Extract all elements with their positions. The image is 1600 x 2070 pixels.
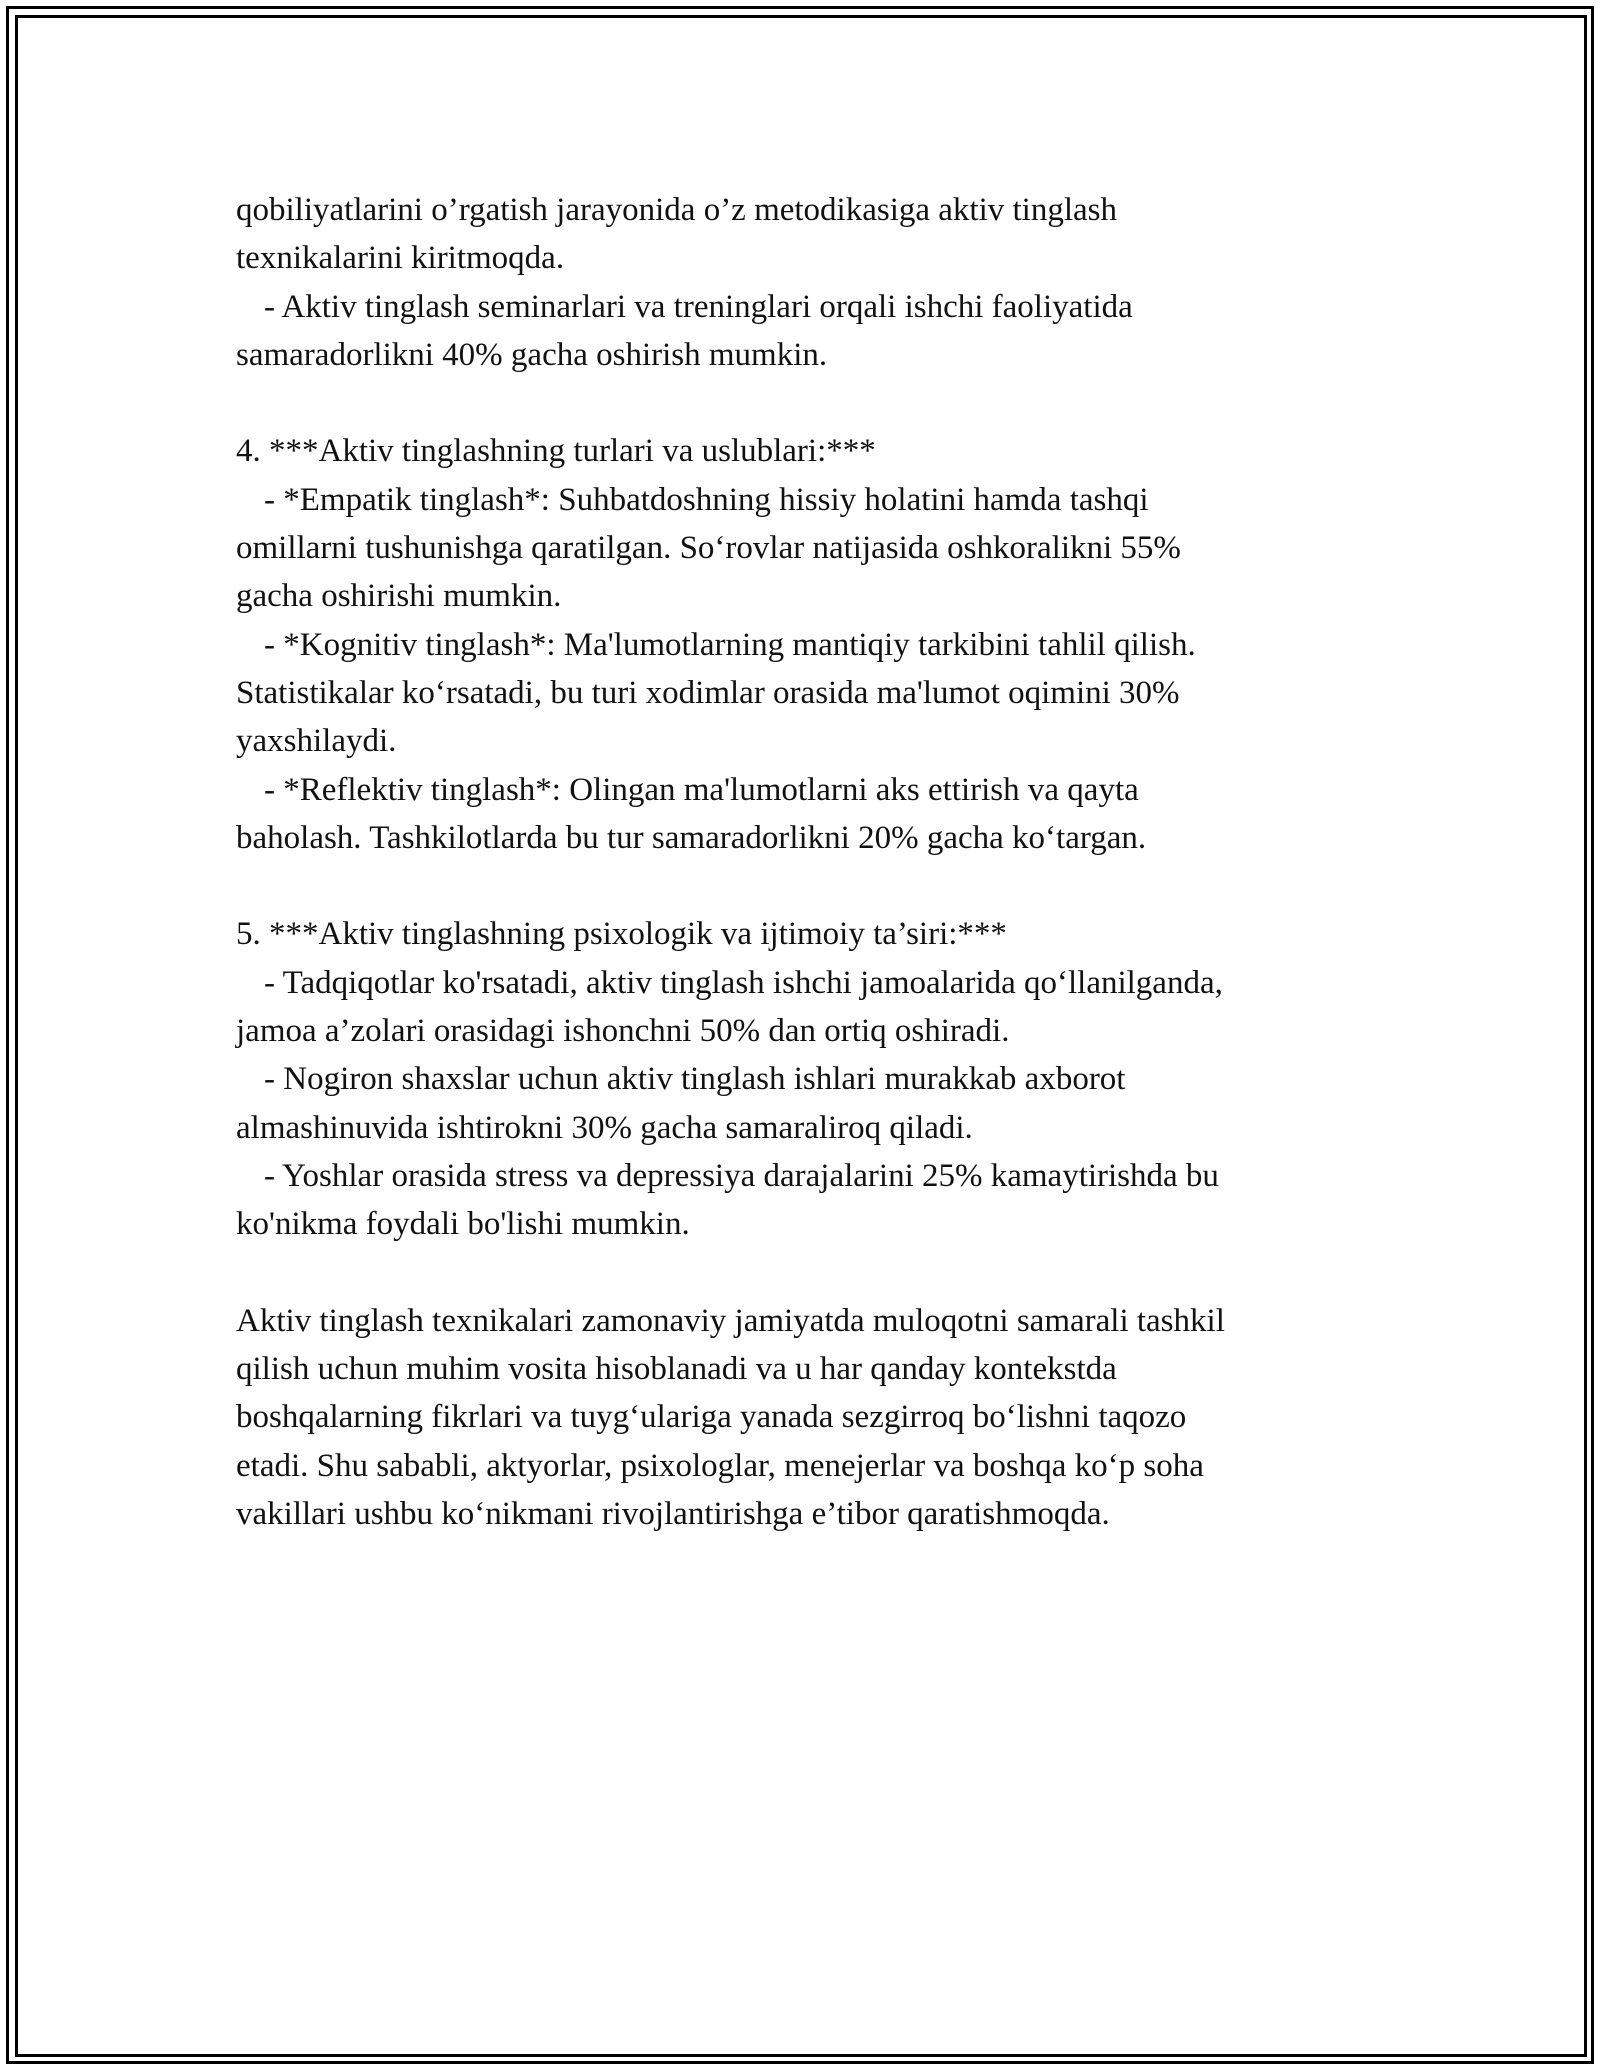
text-line: boshqalarning fikrlari va tuyg‘ulariga yanada sezgirroq bo‘lishni taqozo (236, 1399, 1187, 1436)
text-line: etadi. Shu sababli, aktyorlar, psixologlar, menejerlar va boshqa ko‘p soha (236, 1447, 1204, 1484)
blank-line (236, 379, 1366, 427)
text-line: qilish uchun muhim vosita hisoblanadi va u har qanday kontekstda (236, 1351, 1117, 1388)
section-heading: 4. ***Aktiv tinglashning turlari va uslublari:*** (236, 433, 876, 470)
text-line: omillarni tushunishga qaratilgan. So‘rovlar natijasida oshkoralikni 55% (236, 530, 1181, 567)
bullet-line: - Aktiv tinglash seminarlari va treninglari orqali ishchi faoliyatida (264, 288, 1133, 325)
document-body (236, 186, 1366, 1538)
text-line: yaxshilaydi. (236, 723, 397, 760)
text-line: Statistikalar ko‘rsatadi, bu turi xodimlar orasida ma'lumot oqimini 30% (236, 674, 1180, 711)
text-line: jamoa a’zolari orasidagi ishonchni 50% dan ortiq oshiradi. (236, 1013, 1010, 1050)
bullet-line: - *Empatik tinglash*: Suhbatdoshning hissiy holatini hamda tashqi (264, 481, 1149, 518)
bullet-line: - *Kognitiv tinglash*: Ma'lumotlarning mantiqiy tarkibini tahlil qilish. (264, 626, 1196, 663)
text-line: almashinuvida ishtirokni 30% gacha samaraliroq qiladi. (236, 1109, 973, 1146)
bullet-line: - *Reflektiv tinglash*: Olingan ma'lumotlarni aks ettirish va qayta (264, 771, 1139, 808)
text-line: vakillari ushbu ko‘nikmani rivojlantirishga e’tibor qaratishmoqda. (236, 1496, 1110, 1533)
text-line: samaradorlikni 40% gacha oshirish mumkin. (236, 336, 828, 373)
blank-line (236, 1249, 1366, 1297)
bullet-line: - Tadqiqotlar ko'rsatadi, aktiv tinglash ishchi jamoalarida qo‘llanilganda, (264, 964, 1223, 1001)
text-line: Aktiv tinglash texnikalari zamonaviy jamiyatda muloqotni samarali tashkil (236, 1302, 1225, 1339)
text-line: ko'nikma foydali bo'lishi mumkin. (236, 1206, 690, 1243)
text-line: baholash. Tashkilotlarda bu tur samaradorlikni 20% gacha ko‘targan. (236, 819, 1147, 856)
bullet-line: - Yoshlar orasida stress va depressiya darajalarini 25% kamaytirishda bu (264, 1157, 1219, 1194)
section-heading: 5. ***Aktiv tinglashning psixologik va ijtimoiy ta’siri:*** (236, 916, 1007, 953)
text-line: texnikalarini kiritmoqda. (236, 240, 565, 277)
blank-line (236, 862, 1366, 910)
text-line: gacha oshirishi mumkin. (236, 578, 562, 615)
text-line: qobiliyatlarini o’rgatish jarayonida o’z metodikasiga aktiv tinglash (236, 192, 1118, 228)
bullet-line: - Nogiron shaxslar uchun aktiv tinglash ishlari murakkab axborot (264, 1061, 1126, 1098)
